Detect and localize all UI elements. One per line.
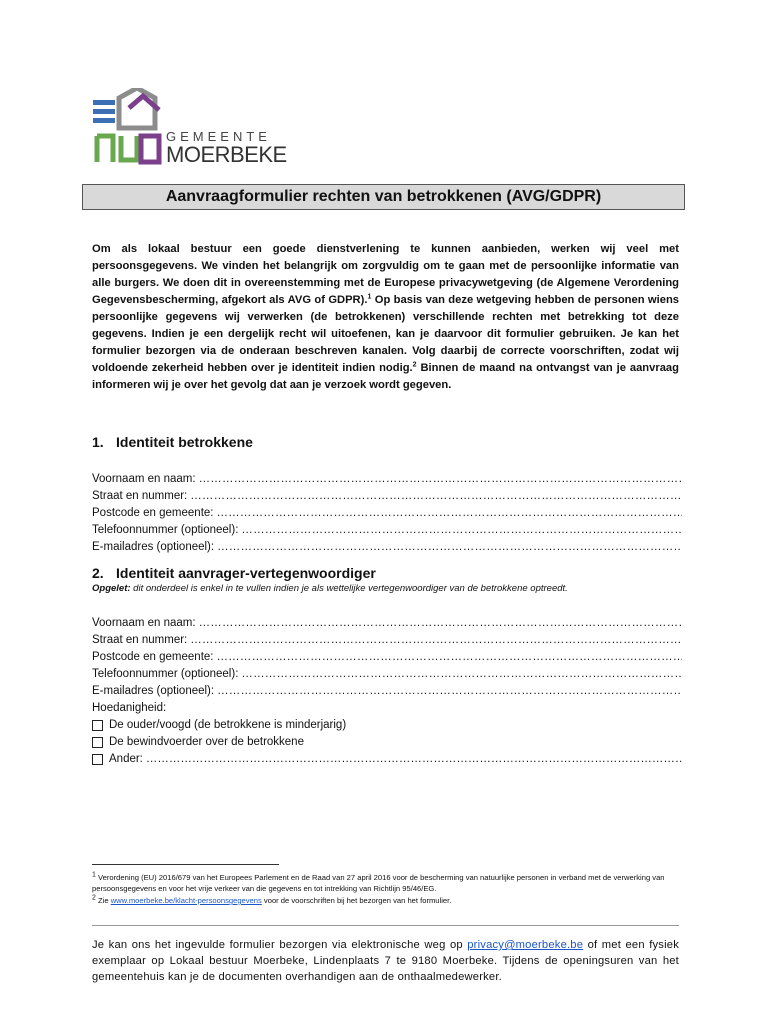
fill-line[interactable] bbox=[199, 471, 682, 488]
intro-paragraph bbox=[92, 241, 679, 394]
footnote-ref-2[interactable]: 2 bbox=[412, 361, 417, 369]
s1-name-field[interactable] bbox=[92, 471, 682, 488]
footnote-1-text: Verordening (EU) 2016/679 van het Europees Parlement en de Raad van 27 april 2016 voor de bescherming van natuurlijke personen in verband met de verwerking van persoonsgegevens en voor het vrije verkeer van die gegevens en tot intrekking van Richtlijn 95/46/EG. bbox=[92, 873, 665, 893]
closing-separator bbox=[92, 925, 679, 926]
closing-paragraph bbox=[92, 937, 679, 985]
field-label: Voornaam en naam: bbox=[92, 617, 196, 629]
closing-text-2: of met een fysiek exemplaar op Lokaal bestuur Moerbeke, Lindenplaats 7 te 9180 Moerbeke. Tijdens de openingsuren van het gemeentehuis kan je de documenten overhandigen aan de onthaalmedewerker. bbox=[92, 939, 679, 983]
s2-name-field[interactable] bbox=[92, 615, 682, 632]
s1-email-field[interactable] bbox=[92, 539, 682, 556]
field-label: E-mailadres (optioneel): bbox=[92, 541, 215, 553]
footnote-2 bbox=[92, 895, 687, 906]
footnote-separator bbox=[92, 864, 279, 865]
field-label: E-mailadres (optioneel): bbox=[92, 685, 215, 697]
s1-street-field[interactable] bbox=[92, 488, 682, 505]
document-title: Aanvraagformulier rechten van betrokkenen (AVG/GDPR) bbox=[82, 184, 685, 210]
checkbox-icon[interactable] bbox=[92, 754, 103, 765]
privacy-email-link[interactable]: privacy@moerbeke.be bbox=[467, 939, 584, 951]
fill-line[interactable] bbox=[217, 539, 682, 556]
option-other[interactable] bbox=[92, 751, 682, 768]
fill-line[interactable] bbox=[216, 649, 682, 666]
fill-line[interactable] bbox=[216, 505, 682, 522]
complaint-page-link[interactable]: www.moerbeke.be/klacht-persoonsgegevens bbox=[110, 896, 262, 905]
option-label: De bewindvoerder over de betrokkene bbox=[109, 736, 304, 748]
fill-line[interactable] bbox=[190, 488, 682, 505]
field-label: Postcode en gemeente: bbox=[92, 651, 214, 663]
footnote-2-number: 2 bbox=[92, 894, 96, 902]
intro-text-3: Binnen de maand na ontvangst van je aanvraag informeren wij je over het gevolg dat aan je verzoek wordt gegeven. bbox=[92, 362, 679, 391]
section-1-title: Identiteit betrokkene bbox=[116, 434, 253, 450]
section-1-number: 1. bbox=[92, 434, 104, 450]
field-label: Straat en nummer: bbox=[92, 490, 188, 502]
closing-text-1: Je kan ons het ingevulde formulier bezorgen via elektronische weg op bbox=[92, 939, 468, 951]
section-2-number: 2. bbox=[92, 565, 104, 581]
capacity-label bbox=[92, 700, 682, 717]
fill-line[interactable] bbox=[146, 751, 682, 768]
option-label: Ander: bbox=[109, 753, 143, 765]
s2-email-field[interactable] bbox=[92, 683, 682, 700]
capacity-label-text: Hoedanigheid: bbox=[92, 702, 167, 714]
footnote-1-number: 1 bbox=[92, 871, 96, 879]
fill-line[interactable] bbox=[190, 632, 682, 649]
note-label: Opgelet: bbox=[92, 583, 131, 594]
field-label: Postcode en gemeente: bbox=[92, 507, 214, 519]
checkbox-icon[interactable] bbox=[92, 737, 103, 748]
s2-postcode-field[interactable] bbox=[92, 649, 682, 666]
field-label: Telefoonnummer (optioneel): bbox=[92, 668, 239, 680]
field-label: Voornaam en naam: bbox=[92, 473, 196, 485]
footnote-ref-1[interactable]: 1 bbox=[367, 293, 372, 301]
s1-phone-field[interactable] bbox=[92, 522, 682, 539]
logo-text-gemeente: GEMEENTE bbox=[166, 129, 271, 144]
fill-line[interactable] bbox=[217, 683, 682, 700]
fill-line[interactable] bbox=[199, 615, 682, 632]
logo-text-moerbeke: MOERBEKE bbox=[166, 142, 287, 167]
option-label: De ouder/voogd (de betrokkene is minderjarig) bbox=[109, 719, 347, 731]
footnote-1 bbox=[92, 872, 687, 894]
fill-line[interactable] bbox=[241, 522, 682, 539]
intro-text-2: Op basis van deze wetgeving hebben de personen wiens persoonlijke gegevens wij verwerken (de betrokkenen) verschillende rechten met betrekking tot deze gegevens. Indien je een dergelijk recht wil uitoefenen, kan je daarvoor dit formulier gebruiken. Je kan het formulier bezorgen via de onderaan beschreven kanalen. Volg daarbij de correcte voorschriften, zodat wij voldoende zekerheid hebben over je identiteit indien nodig. bbox=[92, 294, 679, 374]
section-1-heading bbox=[92, 434, 253, 450]
section-2-title: Identiteit aanvrager-vertegenwoordiger bbox=[116, 565, 376, 581]
section-2-note bbox=[92, 583, 568, 594]
s1-postcode-field[interactable] bbox=[92, 505, 682, 522]
section-2-heading bbox=[92, 565, 376, 581]
checkbox-icon[interactable] bbox=[92, 720, 103, 731]
intro-text-1: Om als lokaal bestuur een goede dienstverlening te kunnen aanbieden, werken wij veel met persoonsgegevens. We vinden het belangrijk om zorgvuldig om te gaan met de persoonlijke informatie van alle burgers. We doen dit in overeenstemming met de Europese privacywetgeving (de Algemene Verordening Gegevensbescherming, afgekort als AVG of GDPR). bbox=[92, 243, 679, 306]
field-label: Straat en nummer: bbox=[92, 634, 188, 646]
note-text: dit onderdeel is enkel in te vullen indien je als wettelijke vertegenwoordiger van de betrokkene optreedt. bbox=[130, 583, 568, 594]
option-parent-guardian[interactable] bbox=[92, 717, 682, 734]
footnote-2-prefix: Zie bbox=[95, 896, 111, 905]
field-label: Telefoonnummer (optioneel): bbox=[92, 524, 239, 536]
fill-line[interactable] bbox=[241, 666, 682, 683]
s2-street-field[interactable] bbox=[92, 632, 682, 649]
option-administrator[interactable] bbox=[92, 734, 682, 751]
s2-phone-field[interactable] bbox=[92, 666, 682, 683]
footnote-2-suffix: voor de voorschriften bij het bezorgen van het formulier. bbox=[261, 896, 452, 905]
